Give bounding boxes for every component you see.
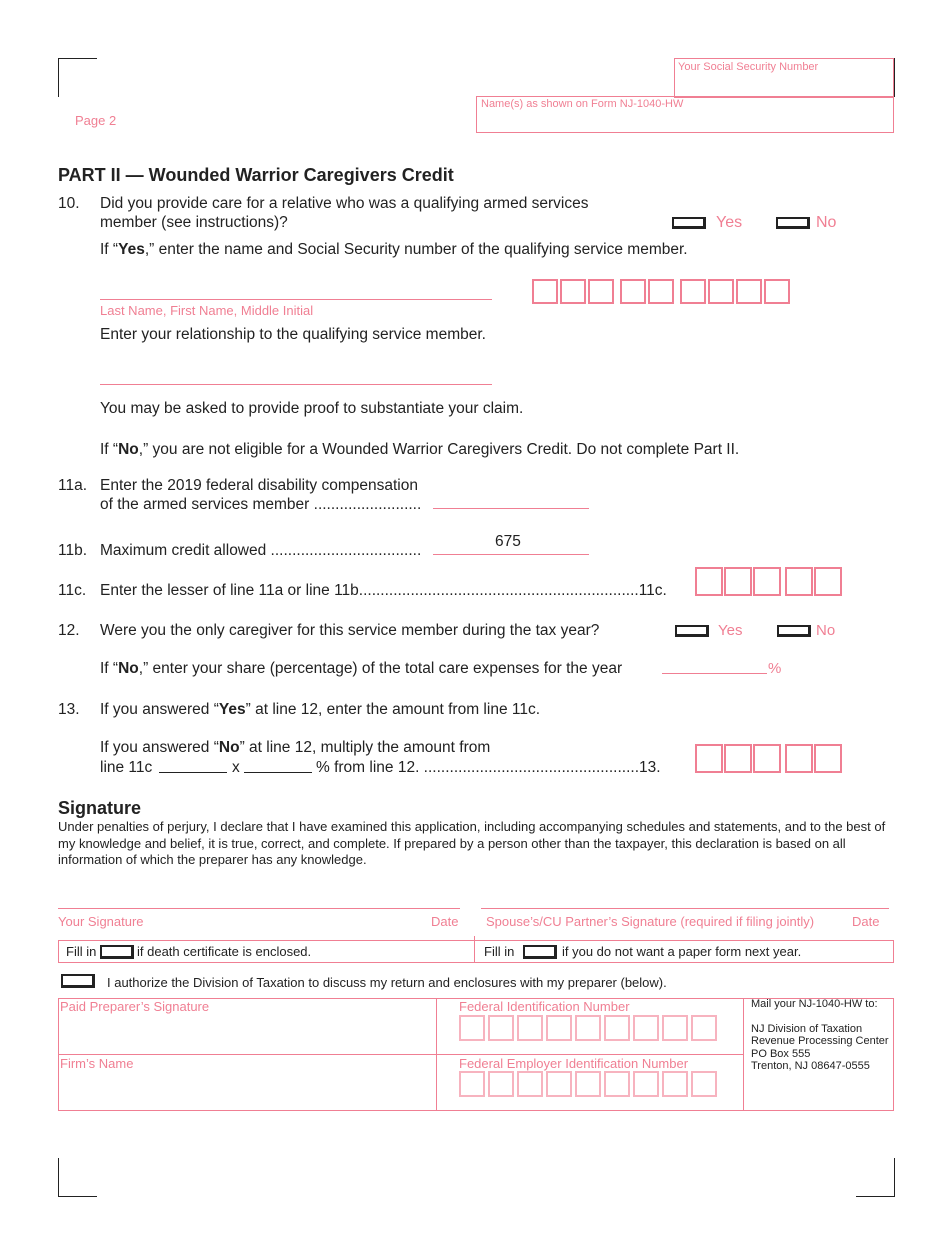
q10-number: 10. [58, 195, 80, 212]
spouse-date-label: Date [852, 914, 880, 929]
l11b-text: Maximum credit allowed ................................... [100, 542, 422, 559]
death-certificate-checkbox[interactable] [100, 945, 134, 959]
l11a-line1: Enter the 2019 federal disability compensation [100, 477, 418, 494]
l12-share-text: If “No,” enter your share (percentage) of the total care expenses for the year [100, 660, 623, 677]
l12-percentage-line[interactable] [662, 673, 767, 674]
corner-mark-bottom-left [58, 1158, 97, 1197]
mail-line3: PO Box 555 [751, 1047, 811, 1060]
ssn-digit-box[interactable] [588, 279, 614, 304]
ssn-digit-box[interactable] [620, 279, 646, 304]
l12-yes-label: Yes [718, 622, 743, 639]
l11c-text: Enter the lesser of line 11a or line 11b.................................................................11c. [100, 582, 667, 599]
service-member-name-label: Last Name, First Name, Middle Initial [100, 303, 314, 318]
l13-percent-blank[interactable] [244, 772, 312, 773]
fein-label: Federal Employer Identification Number [459, 1056, 689, 1071]
fein-digit-box[interactable] [633, 1015, 659, 1041]
fill-in-label-2: Fill in [484, 944, 515, 959]
amount-digit-box[interactable] [753, 744, 781, 773]
authorize-text: I authorize the Division of Taxation to discuss my return and enclosures with my preparer (below). [107, 975, 667, 990]
l13-amount-blank[interactable] [159, 772, 227, 773]
fein-digit-box[interactable] [459, 1071, 485, 1097]
l12-no-checkbox[interactable] [777, 625, 811, 637]
l11a-number: 11a. [58, 477, 88, 494]
fein-digit-box[interactable] [546, 1015, 572, 1041]
l13-amount-boxes[interactable] [695, 744, 842, 773]
amount-digit-box[interactable] [724, 744, 752, 773]
corner-mark-top-left [58, 58, 97, 97]
amount-digit-box[interactable] [814, 567, 842, 596]
ssn-digit-box[interactable] [708, 279, 734, 304]
l13-line2-a: line 11c [100, 759, 153, 776]
l11c-amount-boxes[interactable] [695, 567, 842, 596]
fill-in-label-1: Fill in [66, 944, 97, 959]
l11b-number: 11b. [58, 542, 88, 559]
fein-digit-box[interactable] [459, 1015, 485, 1041]
l11a-amount-line[interactable] [433, 508, 589, 509]
fein-digit-box[interactable] [604, 1015, 630, 1041]
l12-no-label: No [816, 622, 836, 639]
preparer-row-divider [58, 1054, 744, 1055]
signature-title: Signature [58, 798, 142, 818]
fein-digit-box[interactable] [488, 1015, 514, 1041]
l13-yes-text: If you answered “Yes” at line 12, enter the amount from line 11c. [100, 701, 541, 718]
your-date-label: Date [431, 914, 459, 929]
your-signature-label: Your Signature [58, 914, 144, 929]
amount-digit-box[interactable] [785, 567, 813, 596]
mail-line4: Trenton, NJ 08647-0555 [751, 1060, 870, 1072]
no-paper-form-text: if you do not want a paper form next year. [562, 944, 802, 959]
if-no-instruction: If “No,” you are not eligible for a Wounded Warrior Caregivers Credit. Do not complete Part II. [100, 441, 740, 458]
proof-text: You may be asked to provide proof to substantiate your claim. [100, 400, 524, 417]
fein-digit-box[interactable] [662, 1015, 688, 1041]
amount-digit-box[interactable] [695, 567, 723, 596]
ssn-digit-box[interactable] [736, 279, 762, 304]
authorize-preparer-checkbox[interactable] [61, 974, 95, 988]
fein-digit-box[interactable] [517, 1071, 543, 1097]
l11a-line2: of the armed services member ......................... [100, 496, 422, 513]
fein-digit-box[interactable] [691, 1071, 717, 1097]
fein-digit-box[interactable] [662, 1071, 688, 1097]
ssn-digit-box[interactable] [532, 279, 558, 304]
fein-digit-box[interactable] [575, 1015, 601, 1041]
amount-digit-box[interactable] [785, 744, 813, 773]
fein-digit-box[interactable] [488, 1071, 514, 1097]
l13-no-text: If you answered “No” at line 12, multiply the amount from [100, 739, 491, 756]
fein-digit-box[interactable] [517, 1015, 543, 1041]
spouse-signature-label: Spouse’s/CU Partner’s Signature (required if filing jointly) [486, 914, 815, 929]
q10-line2: member (see instructions)? [100, 214, 288, 231]
spouse-signature-line[interactable] [481, 908, 889, 909]
name-label: Name(s) as shown on Form NJ-1040-HW [481, 98, 684, 110]
l12-text: Were you the only caregiver for this service member during the tax year? [100, 622, 600, 639]
amount-digit-box[interactable] [753, 567, 781, 596]
fein-digit-box[interactable] [604, 1071, 630, 1097]
amount-digit-box[interactable] [814, 744, 842, 773]
q10-no-label: No [816, 214, 837, 231]
l12-number: 12. [58, 622, 80, 639]
relationship-text: Enter your relationship to the qualifying service member. [100, 326, 486, 343]
fein-digit-box[interactable] [546, 1071, 572, 1097]
firm-name-label: Firm’s Name [60, 1056, 134, 1071]
fein-boxes[interactable] [459, 1071, 720, 1097]
preparer-signature-label: Paid Preparer’s Signature [60, 999, 210, 1014]
l12-yes-checkbox[interactable] [675, 625, 709, 637]
page-label: Page 2 [75, 113, 117, 128]
corner-mark-bottom-right [856, 1158, 895, 1197]
q10-no-checkbox[interactable] [776, 217, 810, 229]
no-paper-form-checkbox[interactable] [523, 945, 557, 959]
l11b-value: 675 [495, 533, 521, 550]
l13-line2-x: x [232, 759, 240, 776]
ssn-digit-box[interactable] [648, 279, 674, 304]
q10-line1: Did you provide care for a relative who was a qualifying armed services [100, 195, 589, 212]
federal-id-label: Federal Identification Number [459, 999, 630, 1014]
ssn-digit-box[interactable] [680, 279, 706, 304]
l13-line2-b: % from line 12. ..................................................13. [316, 759, 661, 776]
part2-title: PART II — Wounded Warrior Caregivers Credit [58, 165, 454, 185]
service-member-ssn-boxes[interactable] [532, 279, 792, 304]
relationship-line[interactable] [100, 384, 492, 385]
ssn-label: Your Social Security Number [678, 61, 819, 73]
service-member-name-line[interactable] [100, 299, 492, 300]
fein-digit-box[interactable] [633, 1071, 659, 1097]
amount-digit-box[interactable] [724, 567, 752, 596]
mail-line2: Revenue Processing Center [751, 1035, 889, 1047]
l12-percent-sign: % [768, 660, 782, 677]
fein-digit-box[interactable] [575, 1071, 601, 1097]
mail-title: Mail your NJ-1040-HW to: [751, 998, 878, 1010]
signature-declaration: Under penalties of perjury, I declare that I have examined this application, including accompanying schedules and statements, and to the best of my knowledge and belief, it is true, correct, and complete. If prepared by a person other than the taxpayer, this declaration is based on all information of which the preparer has any knowledge. [58, 819, 886, 867]
death-certificate-text: if death certificate is enclosed. [137, 944, 312, 959]
federal-id-boxes[interactable] [459, 1015, 720, 1041]
mailing-address [751, 998, 889, 1073]
amount-digit-box[interactable] [695, 744, 723, 773]
mail-line1: NJ Division of Taxation [751, 1022, 863, 1035]
q10-yes-label: Yes [716, 214, 743, 231]
l11b-amount-line [433, 554, 589, 555]
if-yes-instruction: If “Yes,” enter the name and Social Security number of the qualifying service member. [100, 241, 688, 258]
your-signature-line[interactable] [58, 908, 460, 909]
l11c-number: 11c. [58, 582, 87, 599]
ssn-digit-box[interactable] [764, 279, 790, 304]
l13-number: 13. [58, 701, 80, 718]
q10-yes-checkbox[interactable] [672, 217, 706, 229]
fein-digit-box[interactable] [691, 1015, 717, 1041]
fill-in-divider [474, 936, 475, 963]
ssn-digit-box[interactable] [560, 279, 586, 304]
